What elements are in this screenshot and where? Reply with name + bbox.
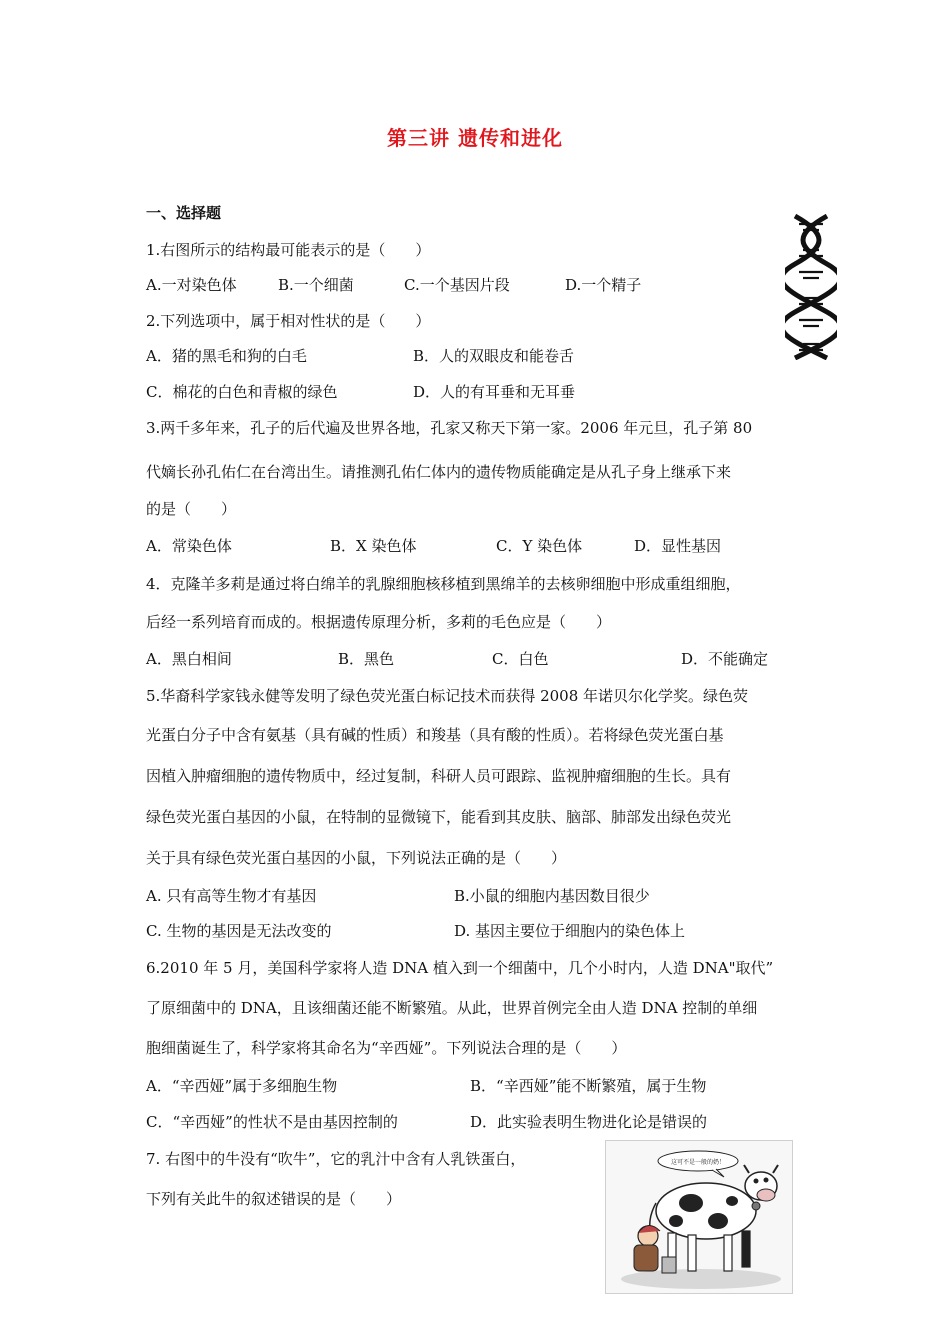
question-5-line-5: 关于具有绿色荧光蛋白基因的小鼠，下列说法正确的是（ ）: [146, 849, 567, 867]
question-3-line-1: 3.两千多年来，孔子的后代遍及世界各地，孔家又称天下第一家。2006 年元旦，孔子第 80: [146, 419, 753, 437]
q4-option-a: A．黑白相间: [146, 650, 232, 668]
q4-option-c: C．白色: [492, 650, 549, 668]
q6-option-b: B．“辛西娅”能不断繁殖，属于生物: [470, 1077, 707, 1095]
question-6-line-1: 6.2010 年 5 月，美国科学家将人造 DNA 植入到一个细菌中，几个小时内，人造 DNA"取代”: [146, 959, 774, 977]
q2-option-a: A．猪的黑毛和狗的白毛: [146, 347, 307, 365]
q2-option-d: D．人的有耳垂和无耳垂: [413, 383, 576, 401]
dna-double-helix-image: [785, 212, 837, 360]
q1-option-c: C.一个基因片段: [404, 276, 510, 294]
q3-option-c: C．Y 染色体: [496, 537, 583, 555]
question-5-line-1: 5.华裔科学家钱永健等发明了绿色荧光蛋白标记技术而获得 2008 年诺贝尔化学奖。绿色荧: [146, 687, 749, 705]
q6-option-c: C．“辛西娅”的性状不是由基因控制的: [146, 1113, 398, 1131]
question-3-line-2: 代嫡长孙孔佑仁在台湾出生。请推测孔佑仁体内的遗传物质能确定是从孔子身上继承下来: [146, 463, 732, 481]
question-2-stem: 2.下列选项中，属于相对性状的是（ ）: [146, 312, 431, 330]
q2-option-c: C．棉花的白色和青椒的绿色: [146, 383, 338, 401]
section-heading: 一、选择题: [146, 204, 222, 222]
q1-option-a: A.一对染色体: [146, 276, 237, 294]
question-4-line-2: 后经一系列培育而成的。根据遗传原理分析，多莉的毛色应是（ ）: [146, 613, 612, 631]
question-6-line-3: 胞细菌诞生了，科学家将其命名为“辛西娅”。下列说法合理的是（ ）: [146, 1039, 627, 1057]
q6-option-a: A．“辛西娅”属于多细胞生物: [146, 1077, 338, 1095]
cow-milking-cartoon-image: [605, 1140, 793, 1294]
q4-option-b: B．黑色: [338, 650, 395, 668]
q3-option-b: B．X 染色体: [330, 537, 417, 555]
q1-option-d: D.一个精子: [565, 276, 642, 294]
question-3-line-3: 的是（ ）: [146, 500, 237, 518]
q4-option-d: D．不能确定: [681, 650, 769, 668]
q3-option-d: D．显性基因: [634, 537, 722, 555]
question-1-stem: 1.右图所示的结构最可能表示的是（ ）: [146, 241, 431, 259]
question-7-line-2: 下列有关此牛的叙述错误的是（ ）: [146, 1190, 402, 1208]
q5-option-d: D. 基因主要位于细胞内的染色体上: [454, 922, 686, 940]
page-title: 第三讲 遗传和进化: [387, 126, 563, 150]
question-6-line-2: 了原细菌中的 DNA，且该细菌还能不断繁殖。从此，世界首例完全由人造 DNA 控制的单细: [146, 999, 758, 1017]
q5-option-b: B.小鼠的细胞内基因数目很少: [454, 887, 650, 905]
question-4-line-1: 4．克隆羊多莉是通过将白绵羊的乳腺细胞核移植到黑绵羊的去核卵细胞中形成重组细胞，: [146, 575, 741, 593]
q6-option-d: D．此实验表明生物进化论是错误的: [470, 1113, 708, 1131]
question-7-line-1: 7. 右图中的牛没有“吹牛”，它的乳汁中含有人乳铁蛋白，: [146, 1150, 526, 1168]
speech-bubble-text: 这可不是一般的奶！: [670, 1159, 726, 1166]
q2-option-b: B．人的双眼皮和能卷舌: [413, 347, 575, 365]
question-5-line-2: 光蛋白分子中含有氨基（具有碱的性质）和羧基（具有酸的性质）。若将绿色荧光蛋白基: [146, 726, 724, 744]
question-5-line-4: 绿色荧光蛋白基因的小鼠，在特制的显微镜下，能看到其皮肤、脑部、肺部发出绿色荧光: [146, 808, 732, 826]
q5-option-a: A. 只有高等生物才有基因: [146, 887, 317, 905]
question-5-line-3: 因植入肿瘤细胞的遗传物质中，经过复制，科研人员可跟踪、监视肿瘤细胞的生长。具有: [146, 767, 732, 785]
q3-option-a: A．常染色体: [146, 537, 232, 555]
q5-option-c: C. 生物的基因是无法改变的: [146, 922, 332, 940]
q1-option-b: B.一个细菌: [278, 276, 354, 294]
